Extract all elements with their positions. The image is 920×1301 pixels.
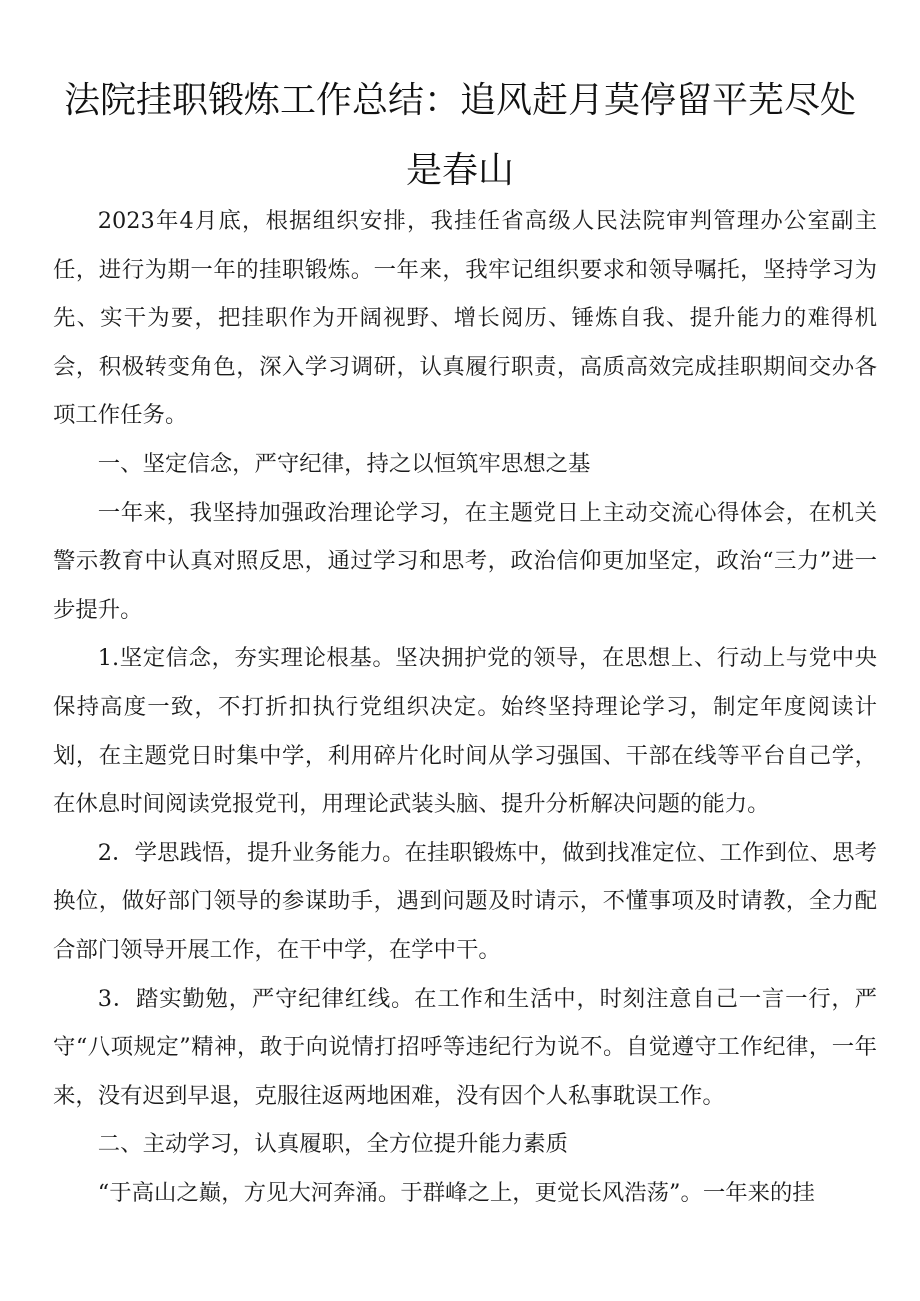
paragraph-intro: 2023年4月底，根据组织安排，我挂任省高级人民法院审判管理办公室副主任，进行为期一年的挂职锻炼。一年来，我牢记组织要求和领导嘱托，坚持学习为先、实干为要，把挂职作为开阔视野、增长阅历、锤炼自我、提升能力的难得机会，积极转变角色，深入学习调研，认真履行职责，高质高效完成挂职期间交办各项工作任务。 (53, 208, 877, 429)
paragraph-point-2: 2．学思践悟，提升业务能力。在挂职锻炼中，做到找准定位、工作到位、思考换位，做好部门领导的参谋助手，遇到问题及时请示，不懂事项及时请教，全力配合部门领导开展工作，在干中学，在学中干。 (53, 839, 877, 963)
paragraph-section-2-intro: “于高山之巅，方见大河奔涌。于群峰之上，更觉长风浩荡”。一年来的挂 (97, 1179, 815, 1206)
paragraph-point-3: 3．踏实勤勉，严守纪律红线。在工作和生活中，时刻注意自己一言一行，严守“八项规定”精神，敢于向说情打招呼等违纪行为说不。自觉遵守工作纪律，一年来，没有迟到早退，克服往返两地困难，没有因个人私事耽误工作。 (53, 985, 877, 1109)
section-heading-1: 一、坚定信念，严守纪律，持之以恒筑牢思想之基 (97, 450, 591, 477)
document-title: 法院挂职锻炼工作总结：追风赶月莫停留平芜尽处是春山 (63, 80, 856, 191)
section-heading-2: 二、主动学习，认真履职，全方位提升能力素质 (97, 1131, 568, 1158)
paragraph-section-1-summary: 一年来，我坚持加强政治理论学习，在主题党日上主动交流心得体会，在机关警示教育中认真对照反思，通过学习和思考，政治信仰更加坚定，政治“三力”进一步提升。 (53, 499, 877, 623)
document-body (53, 197, 877, 1217)
paragraph-point-1: 1.坚定信念，夯实理论根基。坚决拥护党的领导，在思想上、行动上与党中央保持高度一致，不打折扣执行党组织决定。始终坚持理论学习，制定年度阅读计划，在主题党日时集中学，利用碎片化时间从学习强国、干部在线等平台自己学，在休息时间阅读党报党刊，用理论武装头脑、提升分析解决问题的能力。 (53, 645, 877, 818)
